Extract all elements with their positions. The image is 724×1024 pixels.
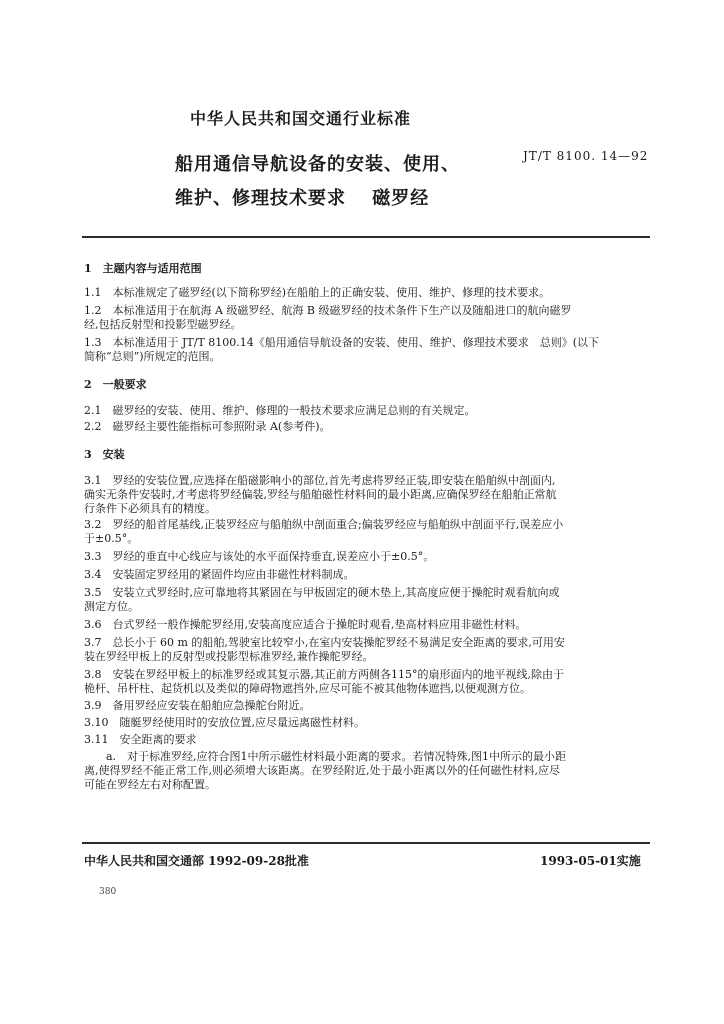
clause-3-2-cont: 于±0.5°。 <box>84 532 139 545</box>
clause-3-7: 3.7 总长小于 60 m 的船舶,驾驶室比较窄小,在室内安装操舵罗经不易满足安全距离的要求,可用安 <box>84 636 565 649</box>
clause-3-11-a-cont1: 离,使得罗经不能正常工作,则必须增大该距离。在罗经附近,处于最小距离以外的任何磁性材料,应尽 <box>84 764 560 777</box>
section-1-heading: 1 主题内容与适用范围 <box>84 262 202 275</box>
clause-3-8-cont: 桅杆、吊杆柱、起货机以及类似的障碍物遮挡外,应尽可能不被其他物体遮挡,以便观测方位。 <box>84 682 531 695</box>
document-title-line1: 船用通信导航设备的安装、使用、 <box>175 154 460 175</box>
clause-3-8: 3.8 安装在罗经甲板上的标准罗经或其复示器,其正前方两侧各115°的扇形面内的地平视线,除由于 <box>84 668 564 681</box>
clause-1-3-cont: 简称“总则”)所规定的范围。 <box>84 350 221 363</box>
page-number: 380 <box>99 887 117 897</box>
clause-3-11-a: a. 对于标准罗经,应符合图1中所示磁性材料最小距离的要求。若情况特殊,图1中所示的最小距 <box>84 750 567 763</box>
bottom-divider <box>82 842 650 844</box>
clause-2-2: 2.2 磁罗经主要性能指标可参照附录 A(参考件)。 <box>84 420 331 433</box>
clause-3-11: 3.11 安全距离的要求 <box>84 733 197 746</box>
effective-date: 1993-05-01实施 <box>540 854 641 868</box>
section-2-heading: 2 一般要求 <box>84 378 147 391</box>
clause-1-2-cont: 经,包括反射型和投影型磁罗经。 <box>84 318 242 331</box>
section-3-heading: 3 安装 <box>84 448 125 461</box>
document-title-line2: 维护、修理技术要求 磁罗经 <box>175 188 430 209</box>
document-code: JT/T 8100. 14—92 <box>523 149 649 163</box>
clause-3-7-cont: 装在罗经甲板上的反射型或投影型标准罗经,兼作操舵罗经。 <box>84 650 374 663</box>
clause-2-1: 2.1 磁罗经的安装、使用、维护、修理的一般技术要求应满足总则的有关规定。 <box>84 404 476 417</box>
clause-3-6: 3.6 台式罗经一般作操舵罗经用,安装高度应适合于操舵时观看,垫高材料应用非磁性材料。 <box>84 618 527 631</box>
clause-3-5: 3.5 安装立式罗经时,应可靠地将其紧固在与甲板固定的硬木垫上,其高度应便于操舵时观看航向或 <box>84 586 560 599</box>
clause-3-2: 3.2 罗经的船首尾基线,正装罗经应与船舶纵中剖面重合;偏装罗经应与船舶纵中剖面平行,误差应小 <box>84 518 564 531</box>
clause-1-1: 1.1 本标准规定了磁罗经(以下简称罗经)在船舶上的正确安装、使用、维护、修理的技术要求。 <box>84 286 551 299</box>
clause-3-5-cont: 测定方位。 <box>84 600 139 613</box>
clause-3-4: 3.4 安装固定罗经用的紧固件均应由非磁性材料制成。 <box>84 568 355 581</box>
clause-3-3: 3.3 罗经的垂直中心线应与该处的水平面保持垂直,误差应小于±0.5°。 <box>84 550 435 563</box>
standard-heading: 中华人民共和国交通行业标准 <box>190 109 412 128</box>
top-divider <box>82 236 650 238</box>
document-body <box>84 262 650 792</box>
clause-1-2: 1.2 本标准适用于在航海 A 级磁罗经、航海 B 级磁罗经的技术条件下生产以及随船进口的航向磁罗 <box>84 304 572 317</box>
clause-3-1-cont2: 行条件下必须具有的精度。 <box>84 502 216 515</box>
approval-line: 中华人民共和国交通部 1992-09-28批准 <box>84 854 309 868</box>
clause-3-1-cont1: 确实无条件安装时,才考虑将罗经偏装,罗经与船舶磁性材料间的最小距离,应确保罗经在船舶正常航 <box>84 488 557 501</box>
clause-3-9: 3.9 备用罗经应安装在船舶应急操舵台附近。 <box>84 699 311 712</box>
clause-3-10: 3.10 随艇罗经使用时的安放位置,应尽量远离磁性材料。 <box>84 716 365 729</box>
clause-3-1: 3.1 罗经的安装位置,应选择在船磁影响小的部位,首先考虑将罗经正装,即安装在船舶纵中剖面内, <box>84 474 556 487</box>
clause-3-11-a-cont2: 可能在罗经左右对称配置。 <box>84 778 216 791</box>
clause-1-3: 1.3 本标准适用于 JT/T 8100.14《船用通信导航设备的安装、使用、维护、修理技术要求 总则》(以下 <box>84 336 600 349</box>
